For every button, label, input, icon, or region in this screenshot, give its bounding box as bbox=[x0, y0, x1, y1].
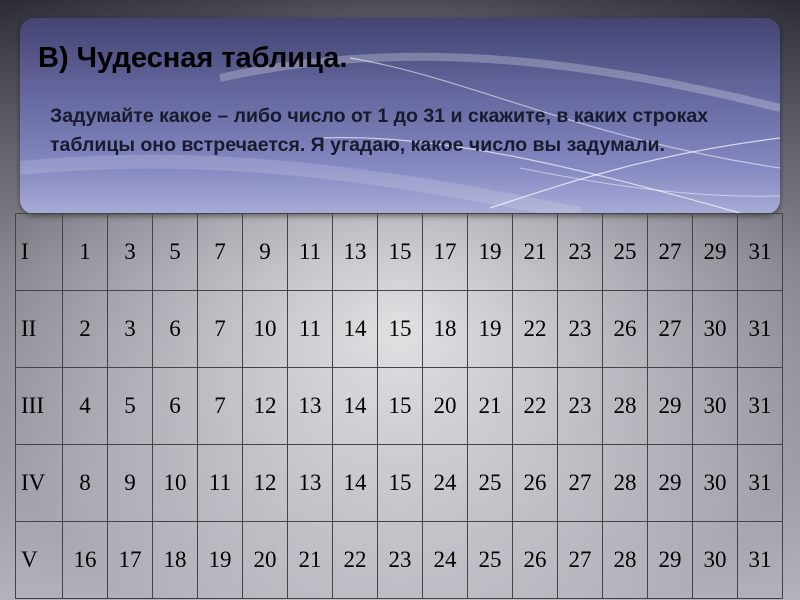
table-cell: 28 bbox=[603, 445, 648, 522]
table-cell: 10 bbox=[243, 291, 288, 368]
header-panel bbox=[20, 18, 780, 214]
table-cell: 19 bbox=[468, 214, 513, 291]
table-cell: 25 bbox=[603, 214, 648, 291]
table-cell: 17 bbox=[423, 214, 468, 291]
table-cell: 26 bbox=[513, 522, 558, 599]
table-cell: 31 bbox=[738, 214, 783, 291]
slide-title: В) Чудесная таблица. bbox=[38, 42, 348, 74]
row-label: III bbox=[16, 368, 63, 445]
table-cell: 3 bbox=[108, 291, 153, 368]
table-cell: 1 bbox=[63, 214, 108, 291]
table-cell: 22 bbox=[513, 368, 558, 445]
table-cell: 25 bbox=[468, 522, 513, 599]
table-cell: 17 bbox=[108, 522, 153, 599]
table-cell: 7 bbox=[198, 214, 243, 291]
table-cell: 11 bbox=[288, 291, 333, 368]
table-cell: 13 bbox=[288, 368, 333, 445]
magic-number-table bbox=[15, 213, 783, 599]
table-cell: 7 bbox=[198, 368, 243, 445]
table-row bbox=[16, 368, 783, 445]
table-cell: 25 bbox=[468, 445, 513, 522]
table-cell: 4 bbox=[63, 368, 108, 445]
table-cell: 3 bbox=[108, 214, 153, 291]
table-cell: 29 bbox=[648, 522, 693, 599]
table-cell: 30 bbox=[693, 522, 738, 599]
table-cell: 5 bbox=[153, 214, 198, 291]
table-cell: 21 bbox=[468, 368, 513, 445]
table-row bbox=[16, 522, 783, 599]
table-cell: 22 bbox=[333, 522, 378, 599]
table-cell: 30 bbox=[693, 445, 738, 522]
table-cell: 8 bbox=[63, 445, 108, 522]
table-row bbox=[16, 214, 783, 291]
table-cell: 14 bbox=[333, 368, 378, 445]
table-cell: 23 bbox=[558, 368, 603, 445]
table-cell: 19 bbox=[468, 291, 513, 368]
table-cell: 6 bbox=[153, 291, 198, 368]
row-label: V bbox=[16, 522, 63, 599]
table-cell: 21 bbox=[513, 214, 558, 291]
table-cell: 11 bbox=[288, 214, 333, 291]
instruction-text: Задумайте какое – либо число от 1 до 31 и скажите, в каких строках таблицы оно встречается. Я угадаю, какое число вы задумали. bbox=[50, 105, 709, 156]
table-cell: 7 bbox=[198, 291, 243, 368]
table-cell: 9 bbox=[243, 214, 288, 291]
table-cell: 29 bbox=[693, 214, 738, 291]
row-label: IV bbox=[16, 445, 63, 522]
table-cell: 13 bbox=[333, 214, 378, 291]
table-cell: 14 bbox=[333, 445, 378, 522]
table-cell: 20 bbox=[423, 368, 468, 445]
table-cell: 26 bbox=[513, 445, 558, 522]
table-cell: 31 bbox=[738, 445, 783, 522]
table-cell: 18 bbox=[423, 291, 468, 368]
table-cell: 13 bbox=[288, 445, 333, 522]
table-cell: 28 bbox=[603, 368, 648, 445]
table-cell: 27 bbox=[648, 214, 693, 291]
table-cell: 19 bbox=[198, 522, 243, 599]
table-cell: 10 bbox=[153, 445, 198, 522]
table-cell: 12 bbox=[243, 445, 288, 522]
table-cell: 31 bbox=[738, 368, 783, 445]
table-cell: 6 bbox=[153, 368, 198, 445]
table-cell: 18 bbox=[153, 522, 198, 599]
table-cell: 5 bbox=[108, 368, 153, 445]
table-cell: 27 bbox=[648, 291, 693, 368]
table-cell: 2 bbox=[63, 291, 108, 368]
table-cell: 20 bbox=[243, 522, 288, 599]
table-cell: 11 bbox=[198, 445, 243, 522]
table-cell: 14 bbox=[333, 291, 378, 368]
row-label: I bbox=[16, 214, 63, 291]
table-cell: 24 bbox=[423, 522, 468, 599]
table-cell: 23 bbox=[558, 214, 603, 291]
table-cell: 29 bbox=[648, 445, 693, 522]
table-row bbox=[16, 291, 783, 368]
table-cell: 16 bbox=[63, 522, 108, 599]
table-row bbox=[16, 445, 783, 522]
table-cell: 31 bbox=[738, 291, 783, 368]
table-cell: 15 bbox=[378, 445, 423, 522]
table-cell: 9 bbox=[108, 445, 153, 522]
table-cell: 27 bbox=[558, 522, 603, 599]
table-cell: 23 bbox=[378, 522, 423, 599]
table-cell: 24 bbox=[423, 445, 468, 522]
table-cell: 29 bbox=[648, 368, 693, 445]
row-label: II bbox=[16, 291, 63, 368]
table-cell: 30 bbox=[693, 368, 738, 445]
table-cell: 28 bbox=[603, 522, 648, 599]
table-cell: 31 bbox=[738, 522, 783, 599]
table-cell: 30 bbox=[693, 291, 738, 368]
table-cell: 27 bbox=[558, 445, 603, 522]
table-cell: 21 bbox=[288, 522, 333, 599]
table-cell: 26 bbox=[603, 291, 648, 368]
table-cell: 23 bbox=[558, 291, 603, 368]
table-cell: 22 bbox=[513, 291, 558, 368]
table-cell: 12 bbox=[243, 368, 288, 445]
table-cell: 15 bbox=[378, 291, 423, 368]
table-body bbox=[16, 214, 783, 599]
table-cell: 15 bbox=[378, 214, 423, 291]
table-cell: 15 bbox=[378, 368, 423, 445]
